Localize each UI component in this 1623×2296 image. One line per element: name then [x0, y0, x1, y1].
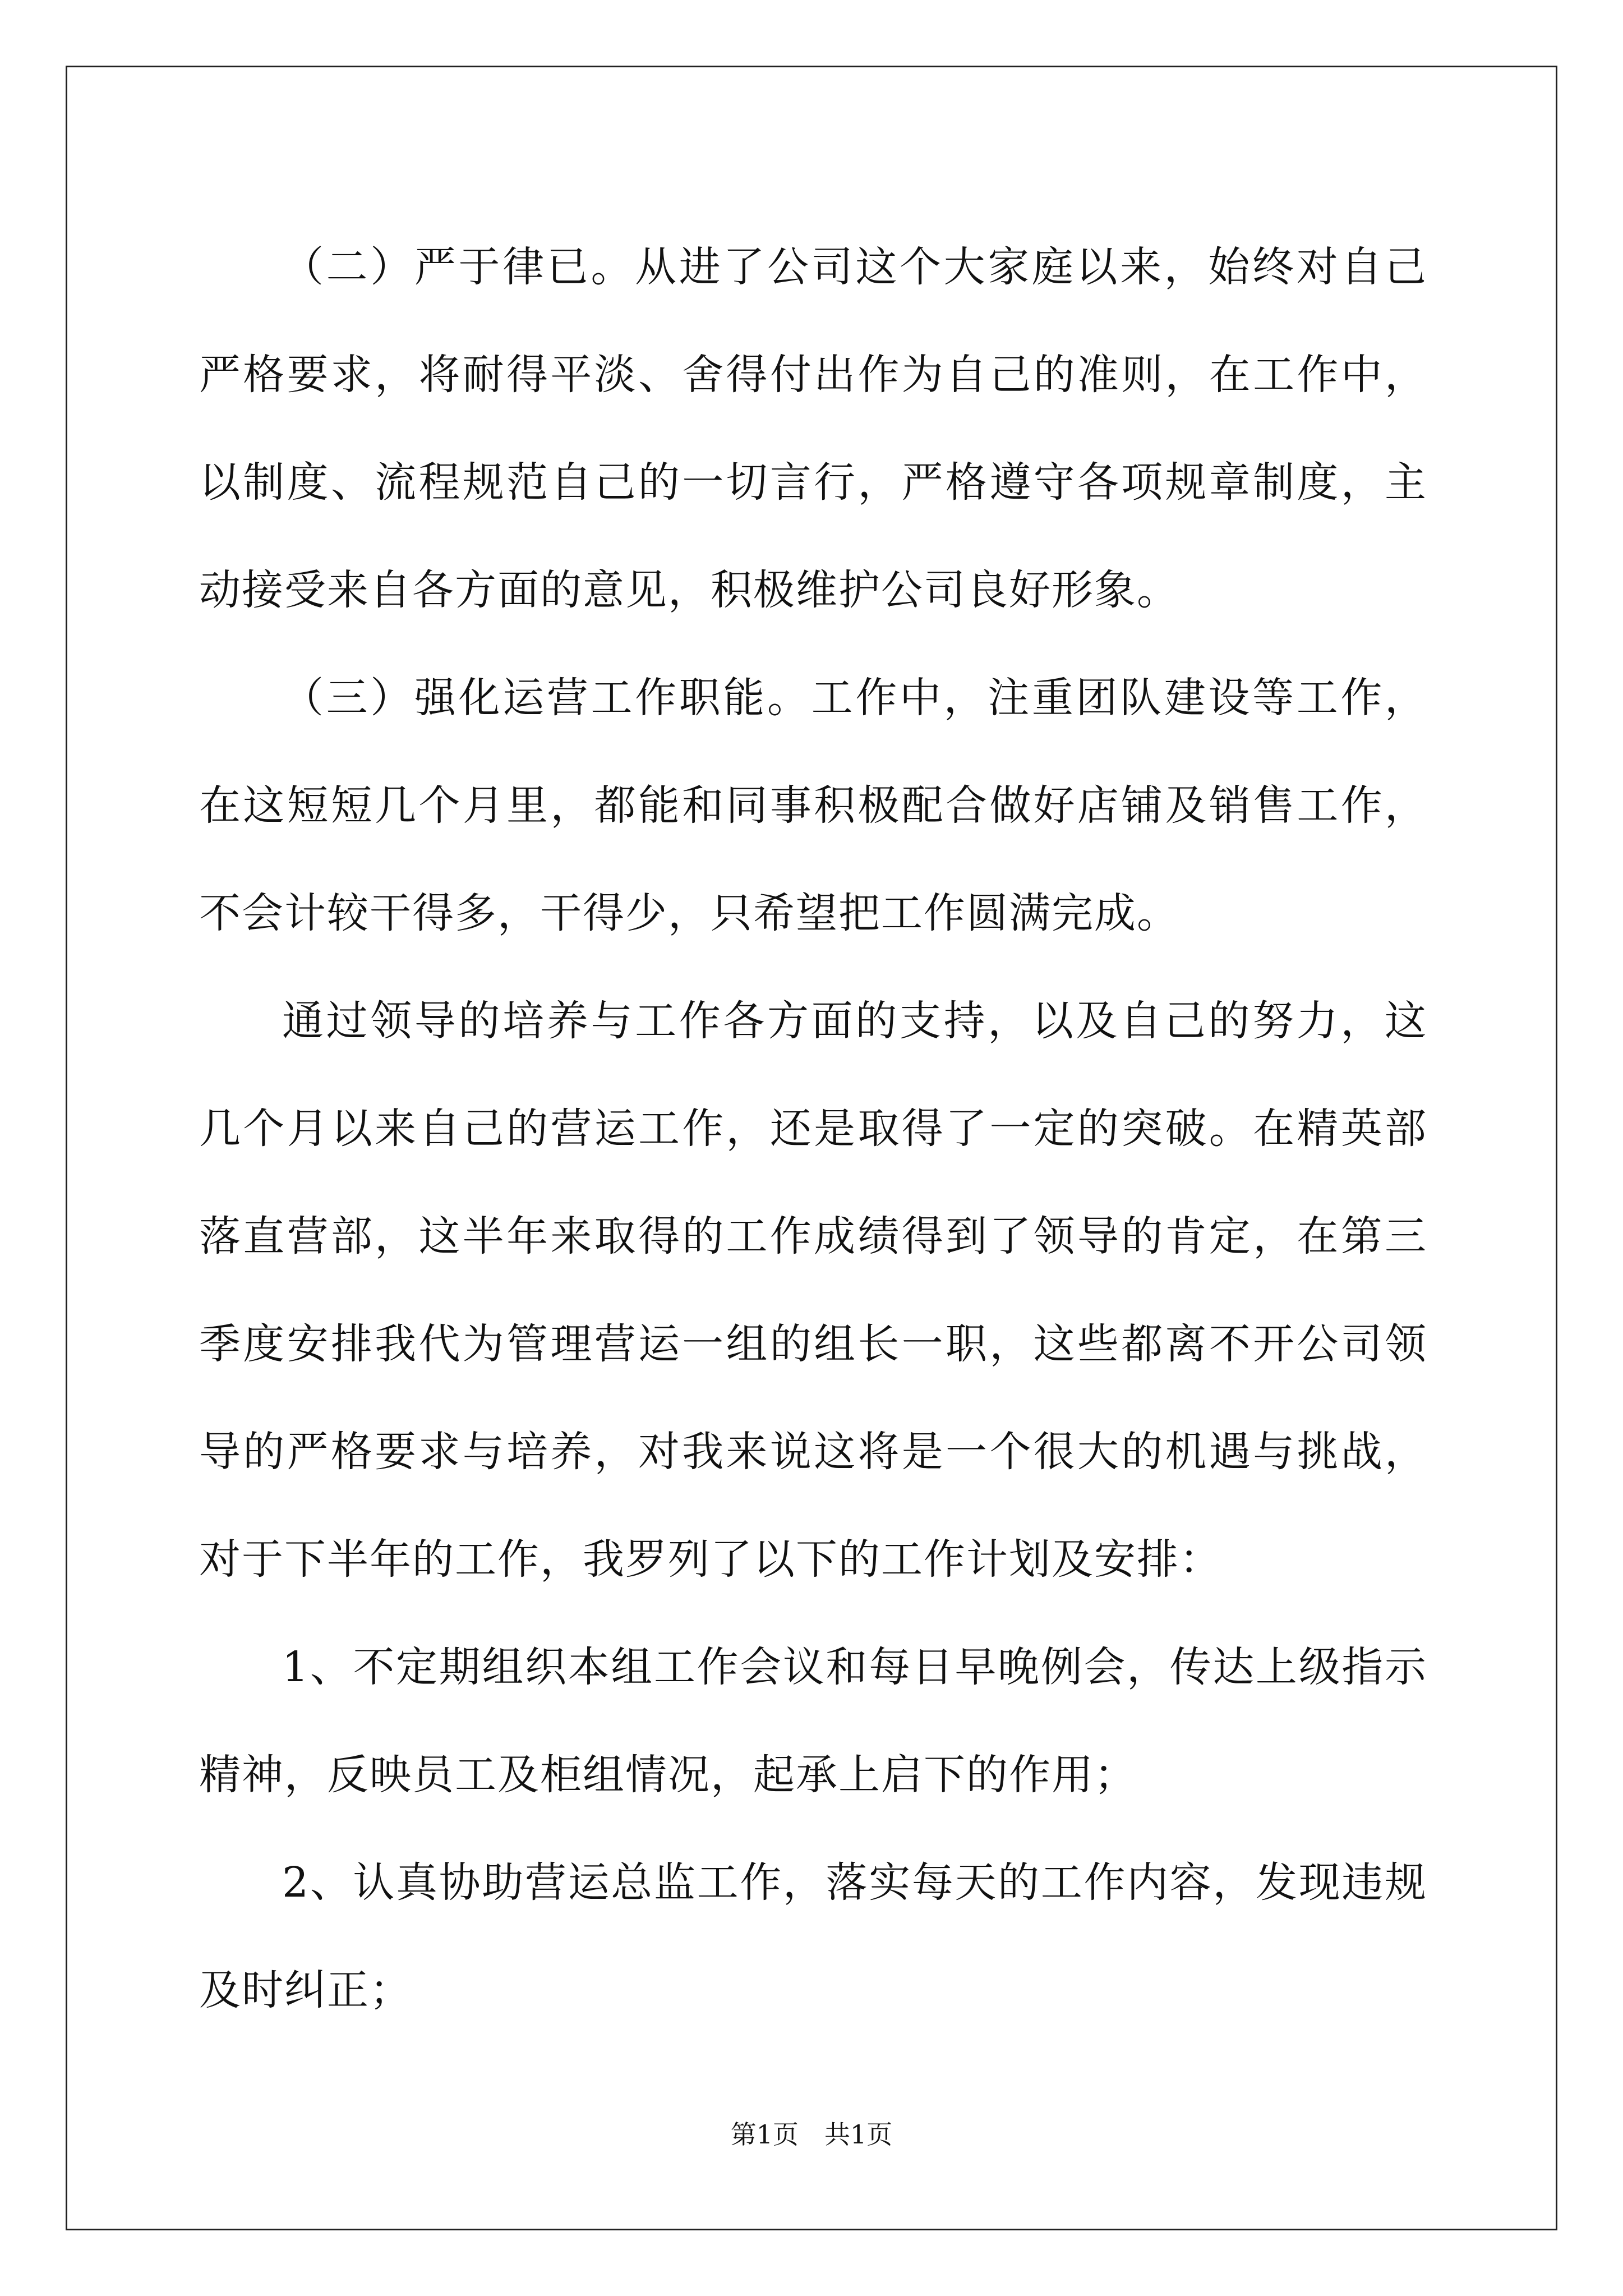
page-number-label: 第1页 共1页 — [730, 2119, 893, 2150]
paragraph-plan-item-1: 1、不定期组织本组工作会议和每日早晚例会，传达上级指示精神，反映员工及柜组情况，起承上启下的作用； — [199, 1643, 1427, 1799]
page-footer — [0, 2118, 1623, 2151]
document-body — [199, 213, 1427, 2044]
paragraph-achievements: 通过领导的培养与工作各方面的支持，以及自己的努力，这几个月以来自己的营运工作，还是取得了一定的突破。在精英部落直营部，这半年来取得的工作成绩得到了领导的肯定，在第三季度安排我代为管理营运一组的组长一职，这些都离不开公司领导的严格要求与培养，对我来说这将是一个很大的机遇与挑战，对于下半年的工作，我罗列了以下的工作计划及安排： — [199, 997, 1427, 1584]
paragraph-self-discipline: （二）严于律已。从进了公司这个大家庭以来，始终对自己严格要求，将耐得平淡、舍得付出作为自己的准则，在工作中，以制度、流程规范自己的一切言行，严格遵守各项规章制度，主动接受来自各方面的意见，积极维护公司良好形象。 — [199, 243, 1427, 614]
paragraph-operations: （三）强化运营工作职能。工作中，注重团队建设等工作，在这短短几个月里，都能和同事积极配合做好店铺及销售工作，不会计较干得多，干得少，只希望把工作圆满完成。 — [199, 674, 1427, 937]
paragraph-plan-item-2: 2、认真协助营运总监工作，落实每天的工作内容，发现违规及时纠正； — [199, 1858, 1427, 2014]
